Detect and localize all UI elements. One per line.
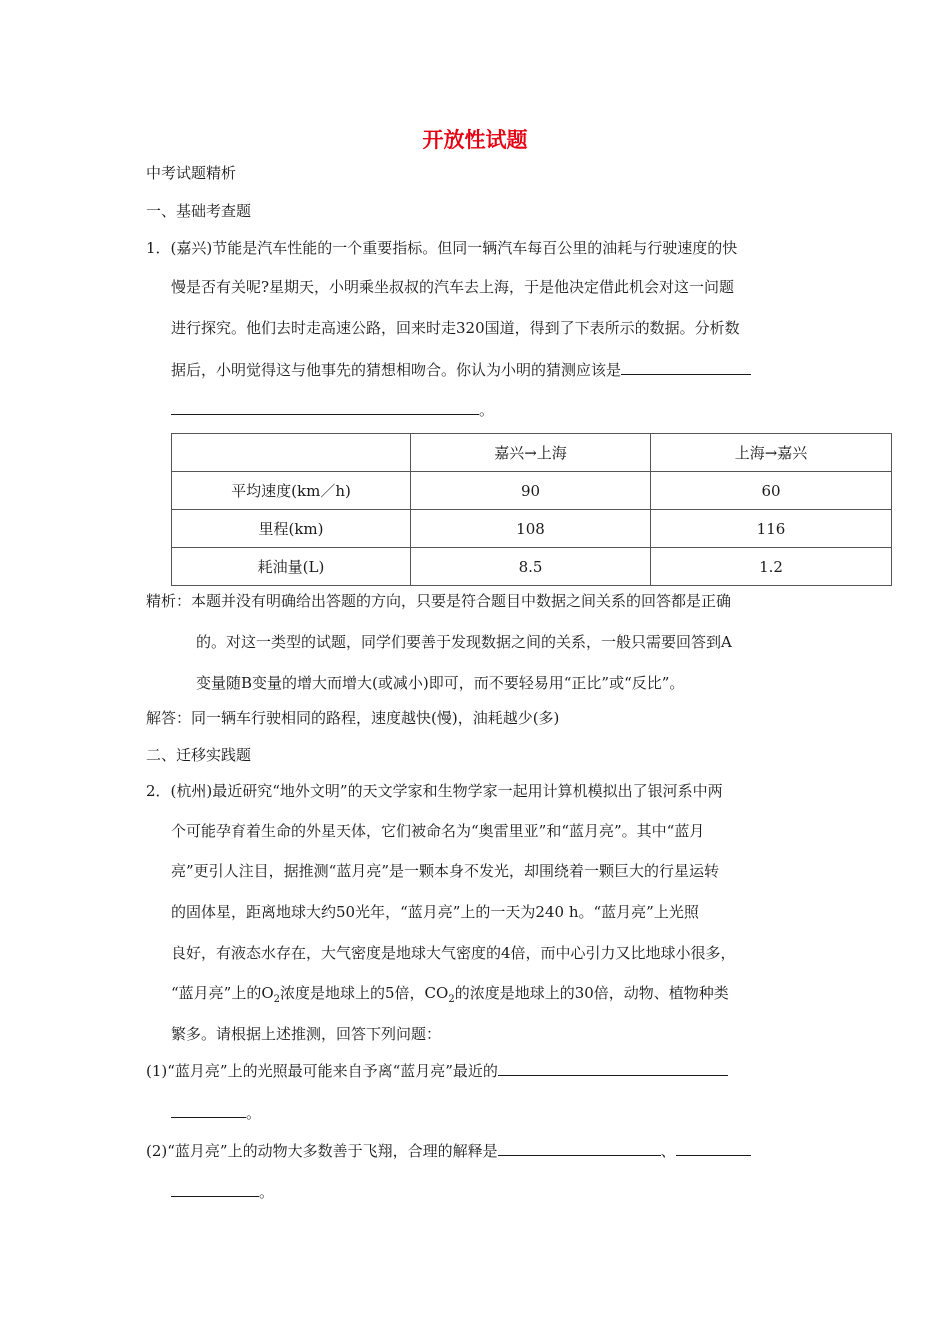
sub2-line bbox=[146, 1139, 751, 1161]
sub2-answer-blank-c[interactable] bbox=[171, 1180, 259, 1197]
q2-line6-sub1: 2 bbox=[273, 994, 281, 1005]
table-cell: 116 bbox=[651, 510, 892, 548]
q2-line6-b: 浓度是地球上的5倍，CO bbox=[280, 984, 449, 1002]
table-cell: 耗油量(L) bbox=[172, 548, 411, 586]
sub2-line2 bbox=[171, 1180, 274, 1202]
part1-heading: 一、基础考查题 bbox=[146, 202, 252, 220]
table-cell: 1.2 bbox=[651, 548, 892, 586]
table-cell: 平均速度(km／h) bbox=[172, 472, 411, 510]
q2-line6-sub2: 2 bbox=[448, 994, 455, 1005]
q2-line6 bbox=[171, 982, 729, 1005]
table-cell: 8.5 bbox=[411, 548, 651, 586]
table-header-row bbox=[172, 434, 892, 472]
q1-answer-blank-b[interactable] bbox=[171, 398, 479, 415]
sub1-answer-blank-a[interactable] bbox=[498, 1059, 728, 1076]
sub1-line2 bbox=[171, 1101, 261, 1123]
sub2-text: (2)“蓝月亮”上的动物大多数善于飞翔，合理的解释是 bbox=[146, 1142, 498, 1160]
q2-line3: 亮”更引人注目，据推测“蓝月亮”是一颗本身不发光，却围绕着一颗巨大的行星运转 bbox=[171, 862, 720, 880]
q1-line1: 1．(嘉兴)节能是汽车性能的一个重要指标。但同一辆汽车每百公里的油耗与行驶速度的快 bbox=[146, 239, 738, 257]
q1-line5-end: 。 bbox=[479, 401, 495, 419]
q1-line2: 慢是否有关呢?星期天，小明乘坐叔叔的汽车去上海，于是他决定借此机会对这一问题 bbox=[171, 278, 735, 296]
table-cell: 里程(km) bbox=[172, 510, 411, 548]
q1-line3: 进行探究。他们去时走高速公路，回来时走320国道，得到了下表所示的数据。分析数 bbox=[171, 319, 740, 337]
section-header: 中考试题精析 bbox=[146, 164, 237, 182]
table-cell: 108 bbox=[411, 510, 651, 548]
q2-line4: 的固体星，距离地球大约50光年，“蓝月亮”上的一天为240 h。“蓝月亮”上光照 bbox=[171, 903, 699, 921]
table-row bbox=[172, 510, 892, 548]
sub1-text: (1)“蓝月亮”上的光照最可能来自予离“蓝月亮”最近的 bbox=[146, 1062, 498, 1080]
q2-line7: 繁多。请根据上述推测，回答下列问题： bbox=[171, 1025, 442, 1043]
sub1-end: 。 bbox=[246, 1104, 262, 1122]
q2-line6-a: “蓝月亮”上的O bbox=[171, 984, 274, 1002]
q2-line1: 2．(杭州)最近研究“地外文明”的天文学家和生物学家一起用计算机模拟出了银河系中两 bbox=[146, 782, 723, 800]
q2-line2: 个可能孕育着生命的外星天体，它们被命名为“奥雷里亚”和“蓝月亮”。其中“蓝月 bbox=[171, 822, 705, 840]
table-header-cell: 上海→嘉兴 bbox=[651, 434, 892, 472]
table-cell: 60 bbox=[651, 472, 892, 510]
q1-line4 bbox=[171, 358, 751, 380]
analysis-line1: 精析：本题并没有明确给出答题的方向，只要是符合题目中数据之间关系的回答都是正确 bbox=[146, 592, 732, 610]
part2-heading: 二、迁移实践题 bbox=[146, 746, 252, 764]
q2-line6-c: 的浓度是地球上的30倍，动物、植物种类 bbox=[454, 984, 729, 1002]
table-header-cell: 嘉兴→上海 bbox=[411, 434, 651, 472]
table-row bbox=[172, 472, 892, 510]
page-title: 开放性试题 bbox=[422, 128, 528, 152]
table-row bbox=[172, 548, 892, 586]
sub2-end: 。 bbox=[259, 1183, 275, 1201]
sub1-answer-blank-b[interactable] bbox=[171, 1101, 246, 1118]
answer-line: 解答：同一辆车行驶相同的路程，速度越快(慢)，油耗越少(多) bbox=[146, 709, 560, 727]
data-table bbox=[171, 433, 892, 586]
q2-line5: 良好，有液态水存在，大气密度是地球大气密度的4倍，而中心引力又比地球小很多， bbox=[171, 944, 736, 962]
q1-line4-text: 据后，小明觉得这与他事先的猜想相吻合。你认为小明的猜测应该是 bbox=[171, 361, 622, 379]
sub2-separator: 、 bbox=[660, 1142, 676, 1160]
analysis-line3: 变量随B变量的增大而增大(或减小)即可，而不要轻易用“正比”或“反比”。 bbox=[196, 674, 685, 692]
analysis-line2: 的。对这一类型的试题，同学们要善于发现数据之间的关系，一般只需要回答到A bbox=[196, 633, 732, 651]
sub2-answer-blank-b[interactable] bbox=[676, 1139, 751, 1156]
q1-answer-blank-a[interactable] bbox=[621, 358, 751, 375]
sub2-answer-blank-a[interactable] bbox=[498, 1139, 661, 1156]
q1-line5 bbox=[171, 398, 494, 420]
table-cell: 90 bbox=[411, 472, 651, 510]
sub1-line bbox=[146, 1059, 728, 1081]
table-header-cell bbox=[172, 434, 411, 472]
